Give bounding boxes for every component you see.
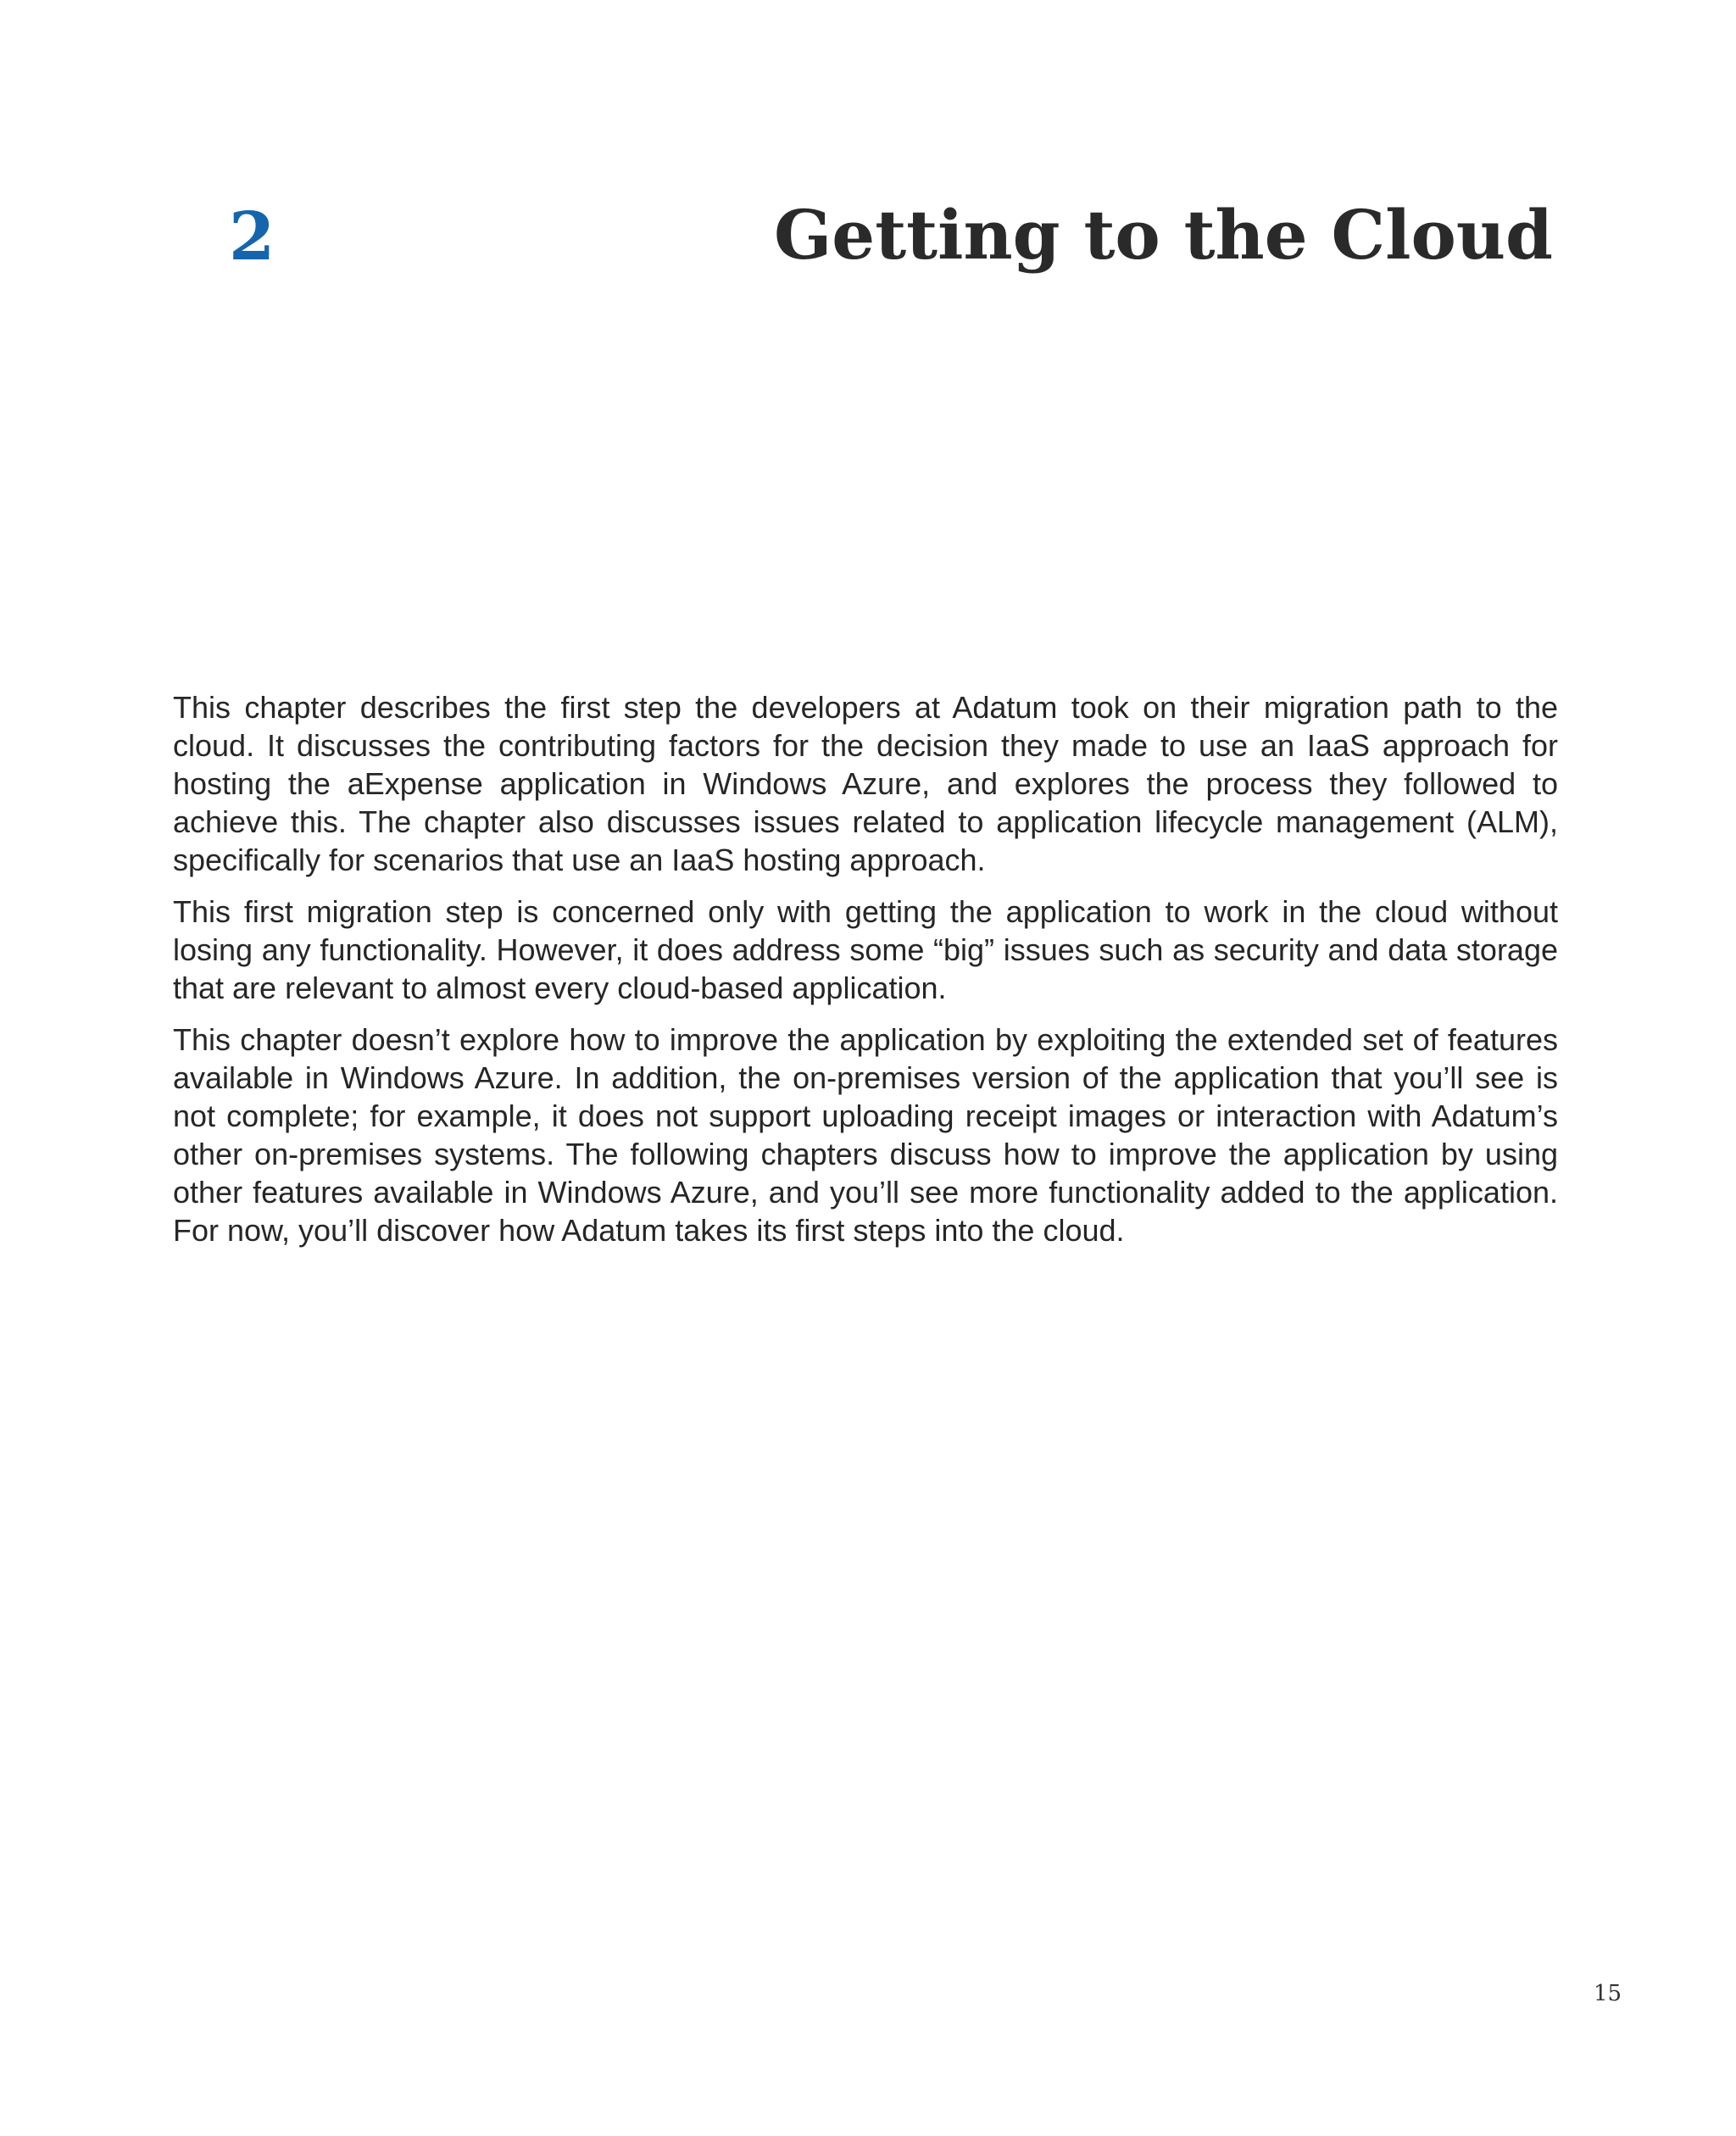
intro-paragraph-2: This first migration step is concerned only with getting the application to work in the cloud without losing any functionality. However, it does address some “big” issues such as security and data storage that are relevant to almost every cloud-based application. (173, 894, 1558, 1005)
chapter-intro-text (173, 688, 1558, 1263)
chapter-number: 2 (229, 198, 275, 275)
intro-paragraph-3: This chapter doesn’t explore how to improve the application by exploiting the extended set of features available in Windows Azure. In addition, the on-premises version of the application that you’ll see is not complete; for example, it does not support uploading receipt images or interaction with Adatum’s other on-premises systems. The following chapters discuss how to improve the application by using other features available in Windows Azure, and you’ll see more functionality added to the application. For now, you’ll discover how Adatum takes its first steps into the cloud. (173, 1022, 1558, 1248)
page-number: 15 (1594, 1981, 1622, 2006)
intro-paragraph-1: This chapter describes the first step the developers at Adatum took on their migration path to the cloud. It discusses the contributing factors for the decision they made to use an IaaS approach for hosting the aExpense application in Windows Azure, and explores the process they followed to achieve this. The chapter also discusses issues related to application lifecycle management (ALM), specifically for scenarios that use an IaaS hosting approach. (173, 690, 1558, 877)
chapter-title: Getting to the Cloud (773, 195, 1553, 275)
